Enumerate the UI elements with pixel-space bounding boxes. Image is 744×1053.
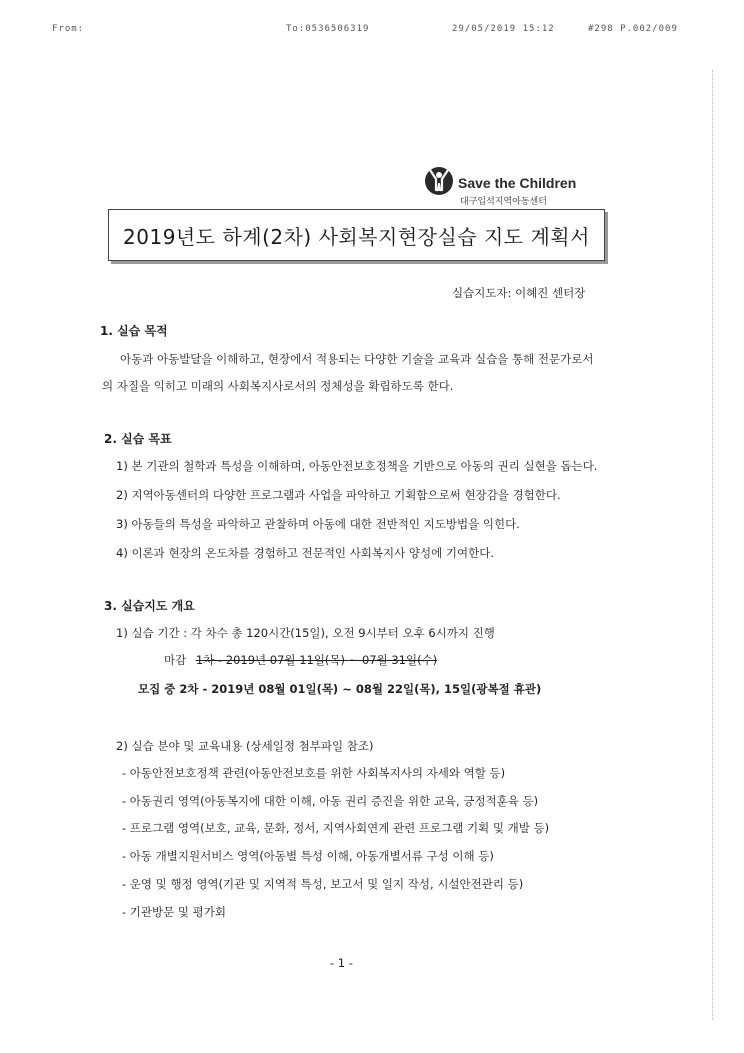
- fax-page: #298 P.002/009: [588, 24, 678, 34]
- section-1-line-2: 의 자질을 익히고 미래의 사회복지사로서의 정체성을 확립하도록 한다.: [102, 379, 454, 393]
- closed-label: 마감: [164, 653, 187, 667]
- field-item: - 운영 및 행정 영역(기관 및 지역적 특성, 보고서 및 일지 작성, 시설안전관리 등): [122, 877, 524, 891]
- goal-item: 2) 지역아동센터의 다양한 프로그램과 사업을 파악하고 기획함으로써 현장감을 경험한다.: [116, 488, 561, 502]
- training-period: 1) 실습 기간 : 각 차수 총 120시간(15일), 오전 9시부터 오후 6시까지 진행: [116, 626, 495, 640]
- field-heading: 2) 실습 분야 및 교육내용 (상세일정 첨부파일 참조): [116, 739, 374, 753]
- field-item: - 아동 개별지원서비스 영역(아동별 특성 이해, 아동개별서류 구성 이해 등): [122, 849, 494, 863]
- field-item: - 아동권리 영역(아동복지에 대한 이해, 아동 권리 증진을 위한 교육, 긍정적훈육 등): [122, 794, 539, 808]
- section-1-heading: 1. 실습 목적: [100, 324, 168, 338]
- logo: [424, 162, 594, 210]
- page-number: - 1 -: [330, 956, 353, 970]
- child-raising-arms-icon: [424, 164, 454, 198]
- recruiting-session: 모집 중 2차 - 2019년 08월 01일(목) ~ 08월 22일(목), 15일(광복절 휴관): [138, 682, 542, 696]
- field-item: - 아동안전보호정책 관련(아동안전보호를 위한 사회복지사의 자세와 역할 등): [122, 766, 506, 780]
- goal-item: 3) 아동들의 특성을 파악하고 관찰하며 아동에 대한 전반적인 지도방법을 익힌다.: [116, 517, 520, 531]
- logo-subtitle: 대구입석지역아동센터: [460, 197, 547, 207]
- field-item: - 프로그램 영역(보호, 교육, 문화, 정서, 지역사회연계 관련 프로그램 기획 및 개발 등): [122, 821, 550, 835]
- section-2-heading: 2. 실습 목표: [104, 432, 172, 446]
- fax-from: From:: [52, 24, 85, 34]
- goal-item: 1) 본 기관의 철학과 특성을 이해하며, 아동안전보호정책을 기반으로 아동의 권리 실현을 돕는다.: [116, 459, 598, 473]
- goal-item: 4) 이론과 현장의 온도차를 경험하고 전문적인 사회복지사 양성에 기여한다.: [116, 546, 494, 560]
- fax-datetime: 29/05/2019 15:12: [452, 24, 555, 34]
- field-item: - 기관방문 및 평가회: [122, 905, 226, 919]
- scan-edge-line: [712, 70, 714, 1020]
- section-3-heading: 3. 실습지도 개요: [104, 599, 195, 613]
- document-title-text: 2019년도 하계(2차) 사회복지현장실습 지도 계획서: [123, 224, 590, 249]
- document-title: [108, 209, 605, 261]
- fax-to: To:0536506319: [286, 24, 370, 34]
- logo-name: Save the Children: [458, 175, 577, 191]
- closed-session-dates: 1차 - 2019년 07월 11일(목) ~ 07월 31일(수): [195, 653, 438, 667]
- section-1-line-1: 아동과 아동발달을 이해하고, 현장에서 적용되는 다양한 기술을 교육과 실습을 통해 전문가로서: [120, 352, 594, 366]
- closed-session: [164, 652, 437, 668]
- supervisor: 실습지도자: 이혜진 센터장: [452, 286, 586, 300]
